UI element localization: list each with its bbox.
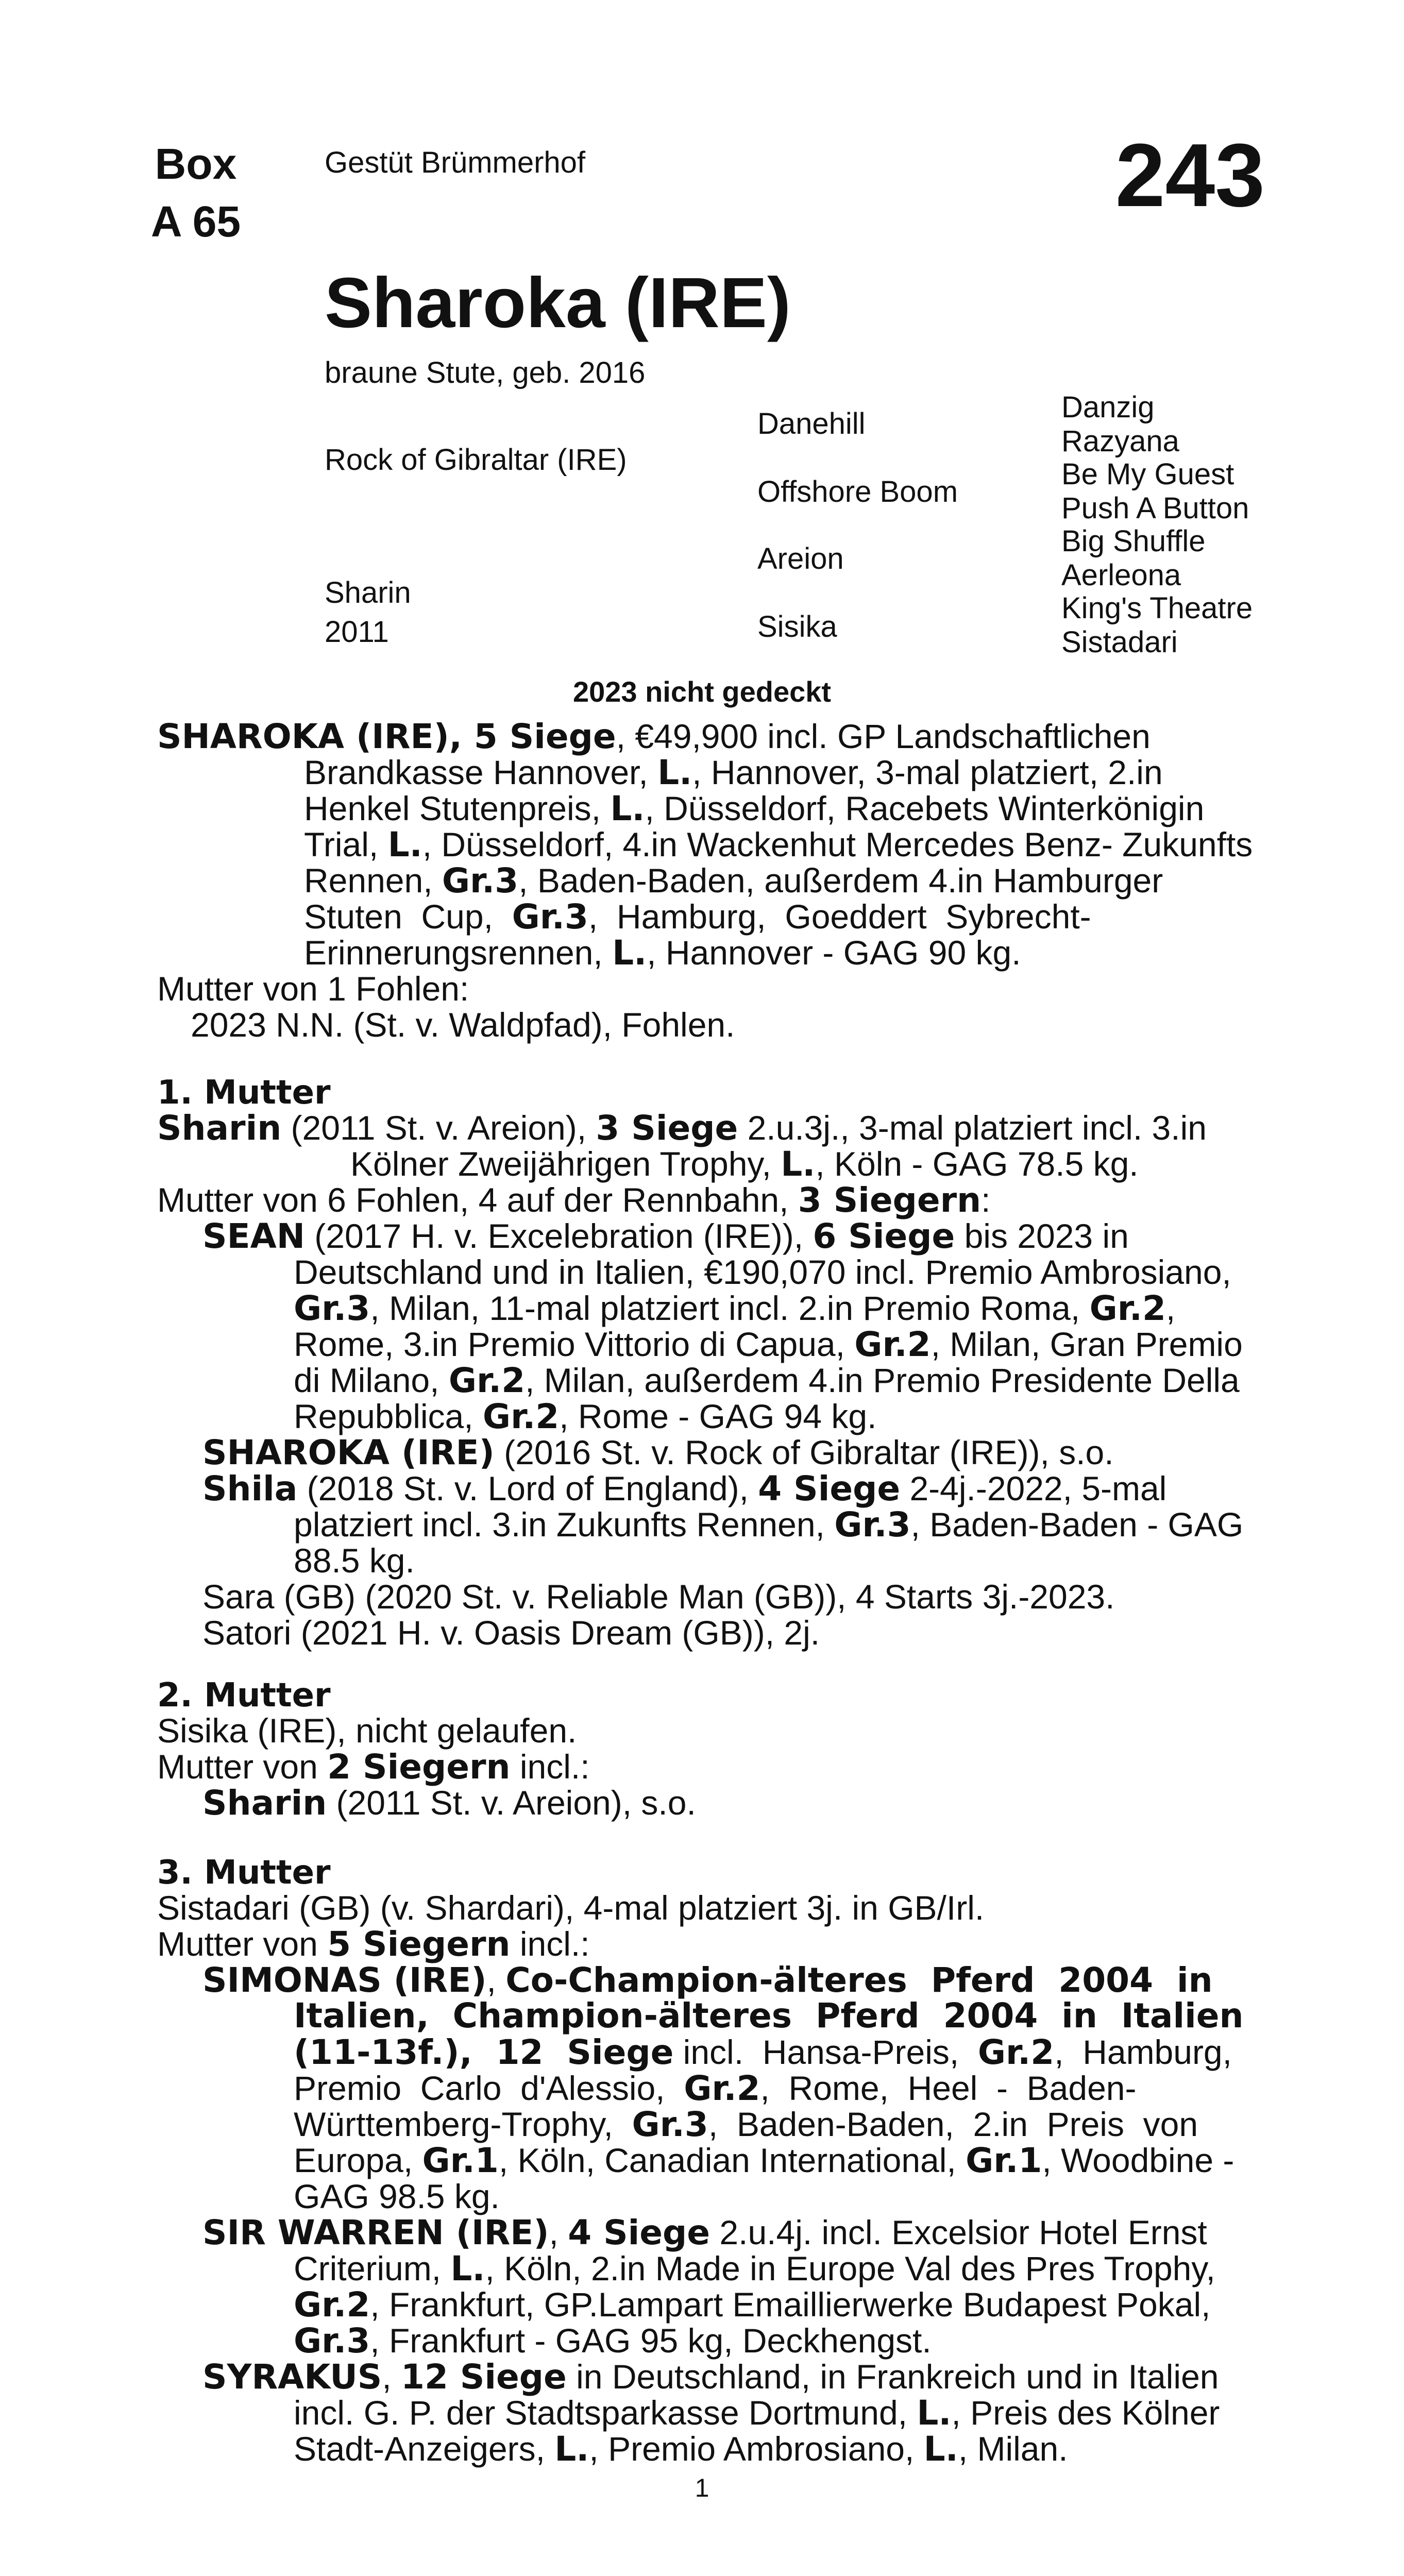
- offspring-line: [202, 1962, 1213, 1998]
- offspring-line: Sara (GB) (2020 St. v. Reliable Man (GB)), 4 Starts 3j.-2023.: [202, 1578, 1115, 1616]
- offspring-line: Deutschland und in Italien, €190,070 incl. Premio Ambrosiano,: [294, 1253, 1231, 1291]
- record-text: Henkel Stutenpreis,: [304, 789, 611, 827]
- produce-text: :: [981, 1181, 991, 1219]
- offspring-text: 2-4j.-2022, 5-mal: [900, 1469, 1167, 1507]
- pedigree-g4: Push A Button: [1061, 492, 1249, 525]
- grade: Gr.2: [294, 2285, 370, 2325]
- pedigree-g8: Sistadari: [1061, 625, 1178, 659]
- grade: L.: [450, 2249, 485, 2289]
- offspring-text: ,: [382, 2358, 401, 2396]
- offspring-name: SHAROKA (IRE): [202, 1433, 495, 1472]
- record-text: Stuten Cup,: [304, 897, 512, 936]
- box-number: A 65: [150, 197, 241, 246]
- page-number: 1: [695, 2473, 709, 2502]
- grade: Gr.2: [854, 1325, 931, 1364]
- offspring-wins: (11-13f.), 12 Siege: [294, 2032, 674, 2072]
- produce-text: incl.:: [510, 1925, 590, 1963]
- record-line: [304, 899, 1091, 935]
- grade: Gr.3: [294, 2321, 370, 2361]
- horse-description: braune Stute, geb. 2016: [325, 356, 646, 389]
- offspring-line: Satori (2021 H. v. Oasis Dream (GB)), 2j.: [202, 1614, 820, 1652]
- pedigree-g5: Big Shuffle: [1061, 524, 1206, 558]
- offspring-text: 2.u.4j. incl. Excelsior Hotel Ernst: [710, 2213, 1207, 2251]
- produce-line: [157, 1182, 991, 1218]
- record-wins: 5 Siege: [473, 717, 616, 756]
- offspring-text: , Baden-Baden - GAG: [910, 1505, 1244, 1544]
- record-line: [304, 826, 1253, 863]
- offspring-text: ,: [486, 1961, 506, 1999]
- section-heading: 2. Mutter: [157, 1676, 331, 1715]
- produce-text: Mutter von: [157, 1925, 328, 1963]
- grade: Gr.1: [422, 2141, 499, 2180]
- offspring-name: SEAN: [202, 1216, 305, 1256]
- record-line: [304, 935, 1021, 971]
- offspring-text: , Hamburg,: [1054, 2033, 1232, 2071]
- offspring-line: [294, 2395, 1220, 2431]
- section-heading: 3. Mutter: [157, 1854, 331, 1892]
- record-line: [157, 718, 1151, 755]
- pedigree-dam: Sharin: [325, 576, 411, 609]
- grade: L.: [554, 2429, 589, 2469]
- offspring-line: [294, 2286, 1210, 2323]
- offspring-text: , Rome - GAG 94 kg.: [559, 1397, 877, 1435]
- offspring-line: Italien, Champion-älteres Pferd 2004 in Italien: [294, 1996, 1244, 2036]
- offspring-name: Shila: [202, 1469, 298, 1509]
- grade: Gr.3: [442, 861, 519, 901]
- offspring-text: (2011 St. v. Areion), s.o.: [327, 1784, 696, 1822]
- offspring-text: ,: [549, 2213, 568, 2251]
- offspring-line: GAG 98.5 kg.: [294, 2177, 500, 2215]
- dam-text: (2011 St. v. Areion),: [281, 1109, 596, 1147]
- pedigree-g2: Razyana: [1061, 425, 1179, 458]
- produce-text: Mutter von 6 Fohlen, 4 auf der Rennbahn,: [157, 1181, 798, 1219]
- produce-text: Mutter von: [157, 1748, 328, 1786]
- pedigree-sire-sire: Danehill: [757, 407, 866, 440]
- section-heading: 1. Mutter: [157, 1074, 331, 1112]
- offspring-text: Rome, 3.in Premio Vittorio di Capua,: [294, 1325, 855, 1363]
- grade: L.: [657, 753, 692, 792]
- pedigree-g3: Be My Guest: [1061, 457, 1234, 491]
- grade: Gr.3: [512, 897, 588, 937]
- grade: L.: [917, 2393, 952, 2433]
- pedigree-dam-dam: Sisika: [757, 610, 837, 643]
- grade: Gr.3: [294, 1289, 370, 1328]
- offspring-line: [294, 1326, 1243, 1363]
- offspring-line: [202, 1218, 1129, 1255]
- grade: Gr.2: [448, 1361, 526, 1400]
- offspring-line: [294, 1290, 1175, 1327]
- offspring-text: in Deutschland, in Frankreich und in Italien: [566, 2358, 1219, 2396]
- dam-name: Sharin: [157, 1108, 282, 1148]
- record-text: , Düsseldorf, Racebets Winterkönigin: [645, 789, 1205, 827]
- grade: L.: [923, 2429, 958, 2469]
- offspring-line: [294, 2034, 1232, 2071]
- offspring-text: Württemberg-Trophy,: [294, 2105, 632, 2143]
- grade: L.: [781, 1144, 816, 1184]
- grade: L.: [610, 789, 645, 828]
- dam-line: Sisika (IRE), nicht gelaufen.: [157, 1711, 577, 1750]
- produce-line: 2023 N.N. (St. v. Waldpfad), Fohlen.: [191, 1006, 735, 1044]
- covering-status: 2023 nicht gedeckt: [572, 675, 832, 708]
- grade: Gr.2: [977, 2032, 1055, 2072]
- offspring-text: ,: [1165, 1289, 1176, 1327]
- offspring-line: [294, 1398, 876, 1435]
- dam-line: [350, 1146, 1139, 1182]
- offspring-text: , Frankfurt, GP.Lampart Emaillierwerke Budapest Pokal,: [370, 2285, 1211, 2324]
- offspring-text: bis 2023 in: [955, 1217, 1129, 1255]
- record-text: Trial,: [304, 825, 388, 863]
- offspring-text: (2017 H. v. Excelebration (IRE)),: [305, 1217, 813, 1255]
- box-label-text: Box: [155, 140, 237, 188]
- offspring-line: [294, 2142, 1234, 2179]
- offspring-line: [202, 2359, 1219, 2395]
- produce-bold: 2 Siegern: [327, 1747, 511, 1787]
- record-line: [304, 790, 1204, 827]
- record-text: Brandkasse Hannover,: [304, 753, 658, 791]
- record-text: , Hannover, 3-mal platziert, 2.in: [692, 753, 1163, 791]
- pedigree-g6: Aerleona: [1061, 558, 1181, 592]
- offspring-text: incl. Hansa-Preis,: [673, 2033, 978, 2071]
- grade: Gr.2: [684, 2069, 760, 2108]
- horse-name-bold: SHAROKA (IRE): [157, 717, 449, 756]
- offspring-line: [202, 2214, 1207, 2251]
- offspring-line: [202, 1434, 1114, 1471]
- offspring-text: Premio Carlo d'Alessio,: [294, 2069, 684, 2107]
- record-text: , Düsseldorf, 4.in Wackenhut Mercedes Benz- Zukunfts: [422, 825, 1253, 863]
- offspring-text: , Milan, außerdem 4.in Premio Presidente Della: [525, 1361, 1240, 1399]
- horse-name: Sharoka (IRE): [325, 263, 791, 343]
- offspring-text: Stadt-Anzeigers,: [294, 2430, 555, 2468]
- offspring-line: [294, 1362, 1240, 1399]
- grade: L.: [612, 933, 647, 973]
- dam-wins: 3 Siege: [596, 1108, 738, 1148]
- offspring-wins: 4 Siege: [758, 1469, 901, 1509]
- dam-text: Kölner Zweijährigen Trophy,: [350, 1145, 781, 1183]
- offspring-text: , Frankfurt - GAG 95 kg, Deckhengst.: [370, 2321, 932, 2360]
- record-line: [304, 754, 1163, 791]
- offspring-line: [294, 2106, 1198, 2143]
- offspring-text: , Milan, 11-mal platziert incl. 2.in Premio Roma,: [370, 1289, 1090, 1327]
- offspring-name: Sharin: [202, 1783, 327, 1823]
- breeder: Gestüt Brümmerhof: [325, 146, 586, 179]
- record-text: , Hannover - GAG 90 kg.: [647, 934, 1021, 972]
- offspring-line: 88.5 kg.: [294, 1541, 415, 1580]
- offspring-text: , Köln, Canadian International,: [498, 2141, 966, 2179]
- offspring-text: , Preis des Kölner: [951, 2394, 1220, 2432]
- wins-bold: ,: [449, 717, 474, 756]
- offspring-text: (2018 St. v. Lord of England),: [297, 1469, 758, 1507]
- record-text: Erinnerungsrennen,: [304, 934, 613, 972]
- dam-text: 2.u.3j., 3-mal platziert incl. 3.in: [738, 1109, 1207, 1147]
- produce-line: [157, 1926, 590, 1962]
- offspring-text: (2016 St. v. Rock of Gibraltar (IRE)), s.o.: [494, 1433, 1114, 1471]
- produce-text: incl.:: [510, 1748, 590, 1786]
- offspring-name: SIMONAS (IRE): [202, 1960, 487, 2000]
- grade: Gr.3: [632, 2105, 708, 2144]
- offspring-line: [294, 2431, 1068, 2467]
- grade: L.: [387, 825, 422, 865]
- record-text: Rennen,: [304, 861, 442, 900]
- record-text: , Hamburg, Goeddert Sybrecht-: [588, 897, 1091, 936]
- offspring-text: di Milano,: [294, 1361, 449, 1399]
- pedigree-dam-sire: Areion: [757, 542, 844, 575]
- pedigree-sire: Rock of Gibraltar (IRE): [325, 443, 627, 477]
- offspring-line: [294, 2070, 1136, 2107]
- offspring-wins: 12 Siege: [401, 2357, 567, 2397]
- pedigree-sire-dam: Offshore Boom: [757, 475, 958, 509]
- offspring-text: , Baden-Baden, 2.in Preis von: [708, 2105, 1198, 2143]
- record-line: [304, 862, 1163, 899]
- produce-bold: 5 Siegern: [327, 1924, 511, 1964]
- grade: Gr.3: [834, 1505, 911, 1545]
- grade: Gr.2: [482, 1397, 560, 1436]
- offspring-text: , Rome, Heel - Baden-: [760, 2069, 1137, 2107]
- produce-header: Mutter von 1 Fohlen:: [157, 970, 469, 1008]
- offspring-line: [202, 1785, 696, 1821]
- offspring-name: SIR WARREN (IRE): [202, 2213, 549, 2252]
- offspring-text: , Woodbine -: [1042, 2141, 1234, 2179]
- record-text: , Baden-Baden, außerdem 4.in Hamburger: [518, 861, 1163, 900]
- produce-line: [157, 1749, 590, 1785]
- offspring-text: , Milan, Gran Premio: [931, 1325, 1243, 1363]
- box-label: [129, 135, 263, 250]
- grade: Gr.2: [1089, 1289, 1166, 1328]
- offspring-text: , Premio Ambrosiano,: [589, 2430, 924, 2468]
- offspring-line: [294, 2250, 1215, 2287]
- offspring-line: [202, 1470, 1166, 1507]
- pedigree-g1: Danzig: [1061, 391, 1155, 424]
- offspring-wins: 6 Siege: [813, 1216, 955, 1256]
- offspring-wins: 4 Siege: [568, 2213, 711, 2252]
- offspring-text: , Köln, 2.in Made in Europe Val des Pres Trophy,: [485, 2249, 1215, 2287]
- offspring-text: platziert incl. 3.in Zukunfts Rennen,: [294, 1505, 835, 1544]
- offspring-text: Criterium,: [294, 2249, 451, 2287]
- pedigree-g7: King's Theatre: [1061, 591, 1253, 625]
- offspring-line: [294, 1506, 1243, 1543]
- dam-line: [157, 1110, 1207, 1146]
- offspring-text: Europa,: [294, 2141, 422, 2179]
- offspring-line: [294, 2323, 932, 2359]
- offspring-name: SYRAKUS: [202, 2357, 382, 2397]
- record-text: , €49,900 incl. GP Landschaftlichen: [616, 717, 1151, 755]
- grade: Gr.1: [966, 2141, 1042, 2180]
- pedigree-dam-year: 2011: [325, 615, 389, 649]
- offspring-text: , Milan.: [958, 2430, 1068, 2468]
- dam-text: , Köln - GAG 78.5 kg.: [815, 1145, 1139, 1183]
- offspring-text: Repubblica,: [294, 1397, 483, 1435]
- offspring-text: incl. G. P. der Stadtsparkasse Dortmund,: [294, 2394, 917, 2432]
- produce-bold: 3 Siegern: [798, 1180, 982, 1220]
- lot-number: 243: [1115, 125, 1265, 225]
- offspring-title: Co-Champion-älteres Pferd 2004 in: [505, 1960, 1213, 2000]
- dam-line: Sistadari (GB) (v. Shardari), 4-mal platziert 3j. in GB/Irl.: [157, 1889, 985, 1927]
